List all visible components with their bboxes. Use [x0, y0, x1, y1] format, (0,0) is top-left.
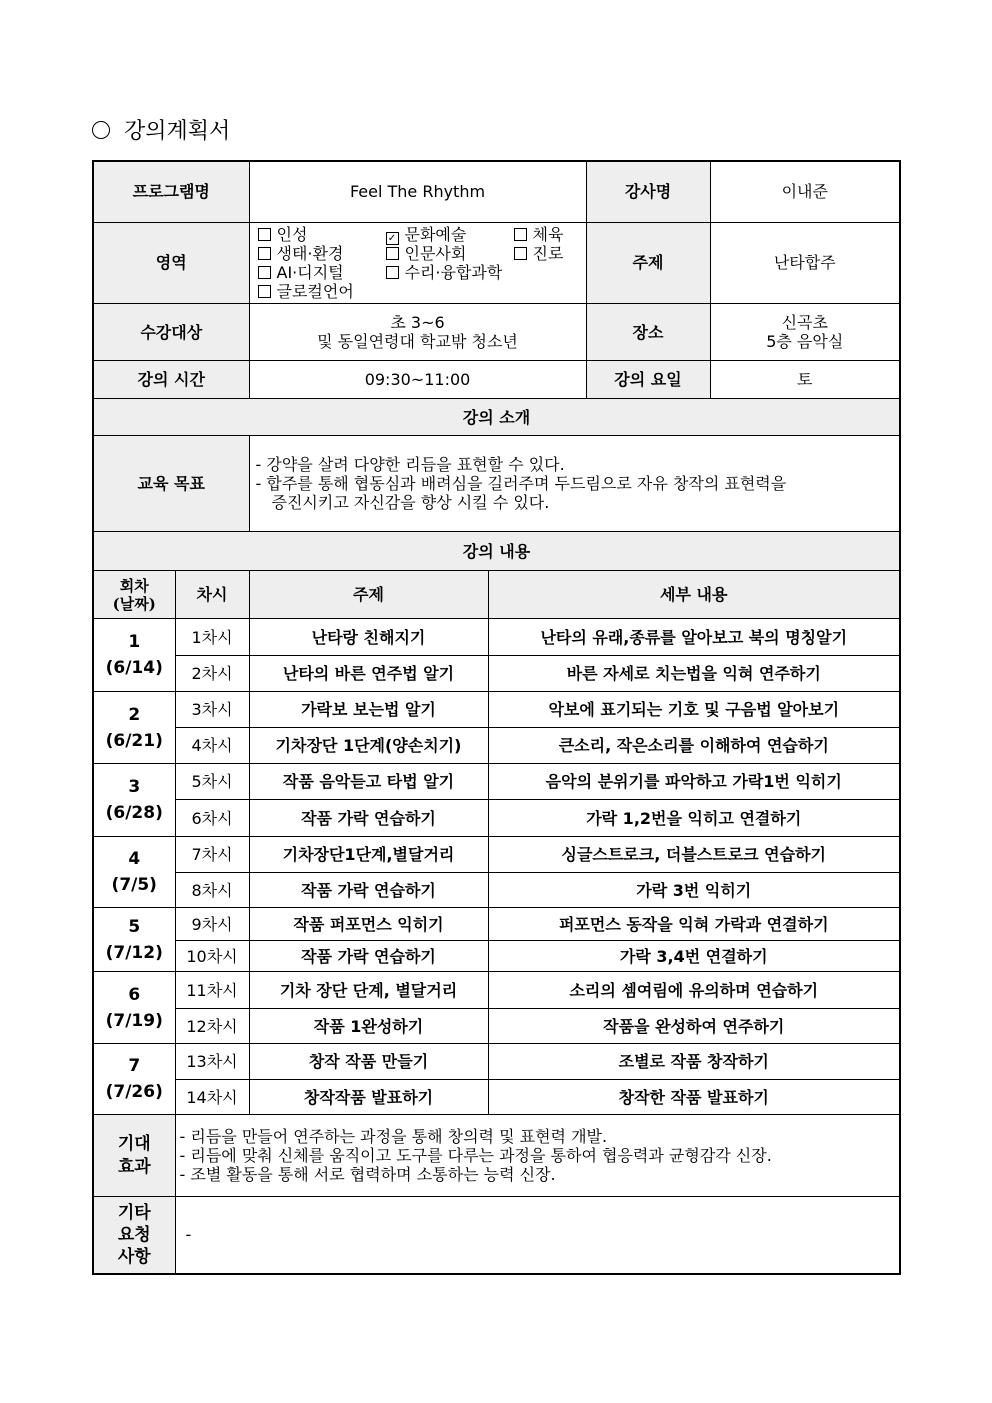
detail-cell: 큰소리, 작은소리를 이해하여 연습하기	[488, 728, 900, 764]
goal-line-1: - 강약을 살려 다양한 리듬을 표현할 수 있다.	[255, 454, 565, 474]
program-value: Feel The Rhythm	[249, 161, 586, 222]
detail-cell: 난타의 유래,종류를 알아보고 북의 명칭알기	[488, 619, 900, 656]
detail-cell: 창작한 작품 발표하기	[488, 1080, 900, 1115]
area-option-1[interactable]: ✓ 문화예술	[386, 225, 514, 244]
goal-line-3: 증진시키고 자신감을 향상 시킬 수 있다.	[271, 493, 550, 513]
detail-cell: 소리의 셈여림에 유의하며 연습하기	[488, 972, 900, 1009]
checkbox-icon	[258, 247, 271, 260]
day-label: 강의 요일	[586, 361, 710, 399]
target-line-2: 및 동일연령대 학교밖 청소년	[317, 332, 518, 352]
area-option-4[interactable]: 인문사회	[386, 244, 514, 263]
area-option-8[interactable]: 글로컬언어	[258, 282, 354, 301]
round-number: 6	[128, 984, 141, 1005]
session-cell: 1차시	[175, 619, 249, 656]
intro-heading-row	[93, 399, 900, 436]
topic-cell: 난타랑 친해지기	[249, 619, 488, 656]
round-date: (7/26)	[105, 1082, 163, 1103]
area-row	[93, 222, 900, 304]
lecture-plan-table	[92, 160, 901, 1275]
round-number: 4	[128, 849, 141, 870]
intro-heading: 강의 소개	[93, 399, 900, 436]
detail-cell: 싱글스트로크, 더블스트로크 연습하기	[488, 837, 900, 873]
goal-line-2: - 합주를 통해 협동심과 배려심을 길러주며 두드림으로 자유 창작의 표현력을	[255, 474, 787, 494]
detail-cell: 작품을 완성하여 연주하기	[488, 1009, 900, 1044]
round-number: 3	[128, 777, 141, 798]
col-detail: 세부 내용	[488, 571, 900, 619]
session-cell: 2차시	[175, 656, 249, 692]
session-cell: 12차시	[175, 1009, 249, 1044]
checkbox-icon	[514, 228, 527, 241]
detail-cell: 가락 3번 익히기	[488, 873, 900, 908]
schedule-row	[93, 619, 900, 656]
area-option-row-2	[258, 244, 578, 263]
round-cell	[93, 764, 175, 837]
topic-cell: 창작작품 발표하기	[249, 1080, 488, 1115]
time-value: 09:30~11:00	[249, 361, 586, 399]
goal-text	[249, 436, 900, 532]
instructor-label: 강사명	[586, 161, 710, 222]
session-cell: 11차시	[175, 972, 249, 1009]
col-session: 차시	[175, 571, 249, 619]
area-option-0[interactable]: 인성	[258, 225, 386, 244]
round-number: 2	[128, 704, 141, 725]
place-line-2: 5층 음악실	[766, 332, 844, 352]
session-cell: 8차시	[175, 873, 249, 908]
detail-cell: 가락 3,4번 연결하기	[488, 941, 900, 972]
round-number: 5	[128, 916, 141, 937]
topic-cell: 가락보 보는법 알기	[249, 692, 488, 728]
other-row	[93, 1197, 900, 1274]
day-value: 토	[710, 361, 900, 399]
other-label: 기타 요청 사항	[93, 1197, 175, 1274]
session-cell: 13차시	[175, 1044, 249, 1080]
detail-cell: 조별로 작품 창작하기	[488, 1044, 900, 1080]
topic-cell: 작품 가락 연습하기	[249, 800, 488, 837]
round-cell	[93, 837, 175, 908]
area-option-7[interactable]: 수리·융합과학	[386, 263, 503, 282]
instructor-value: 이내준	[710, 161, 900, 222]
round-date: (6/28)	[105, 803, 163, 824]
program-label: 프로그램명	[93, 161, 249, 222]
topic-cell: 난타의 바른 연주법 알기	[249, 656, 488, 692]
checkbox-icon	[514, 247, 527, 260]
topic-cell: 기차장단1단계,별달거리	[249, 837, 488, 873]
topic-cell: 작품 1완성하기	[249, 1009, 488, 1044]
place-label: 장소	[586, 304, 710, 361]
target-value	[249, 304, 586, 361]
goal-label: 교육 목표	[93, 436, 249, 532]
round-cell	[93, 972, 175, 1044]
checkbox-icon	[258, 285, 271, 298]
content-heading: 강의 내용	[93, 532, 900, 571]
schedule-row	[93, 972, 900, 1009]
effects-line-1: - 리듬을 만들어 연주하는 과정을 통해 창의력 및 표현력 개발.	[179, 1126, 608, 1146]
program-row	[93, 161, 900, 222]
effects-line-2: - 리듬에 맞춰 신체를 움직이고 도구를 다루는 과정을 통하여 협응력과 균형감각 신장.	[179, 1146, 772, 1166]
document-title	[92, 114, 230, 145]
detail-cell: 가락 1,2번을 익히고 연결하기	[488, 800, 900, 837]
schedule-row	[93, 1009, 900, 1044]
checkbox-icon	[386, 247, 399, 260]
area-option-2[interactable]: 체육	[514, 225, 564, 244]
topic-cell: 작품 가락 연습하기	[249, 873, 488, 908]
schedule-row	[93, 1044, 900, 1080]
content-column-header	[93, 571, 900, 619]
target-row	[93, 304, 900, 361]
subject-label: 주제	[586, 222, 710, 304]
topic-cell: 작품 퍼포먼스 익히기	[249, 908, 488, 941]
round-number: 7	[128, 1056, 141, 1077]
round-date: (7/19)	[105, 1010, 163, 1031]
topic-cell: 작품 가락 연습하기	[249, 941, 488, 972]
place-value	[710, 304, 900, 361]
area-option-3[interactable]: 생태·환경	[258, 244, 386, 263]
checkbox-icon	[258, 228, 271, 241]
topic-cell: 기차장단 1단계(양손치기)	[249, 728, 488, 764]
circle-bullet-icon	[92, 121, 110, 139]
session-cell: 4차시	[175, 728, 249, 764]
schedule-row	[93, 1080, 900, 1115]
session-cell: 7차시	[175, 837, 249, 873]
area-option-row-3	[258, 263, 578, 282]
round-date: (7/12)	[105, 942, 163, 963]
detail-cell: 음악의 분위기를 파악하고 가락1번 익히기	[488, 764, 900, 800]
topic-cell: 작품 음악듣고 타법 알기	[249, 764, 488, 800]
area-option-row-1	[258, 225, 578, 244]
other-value: -	[175, 1197, 900, 1274]
title-text: 강의계획서	[124, 119, 231, 144]
schedule-row	[93, 941, 900, 972]
topic-cell: 기차 장단 단계, 별달거리	[249, 972, 488, 1009]
round-date: (6/14)	[105, 658, 163, 679]
target-line-1: 초 3~6	[390, 313, 445, 333]
session-cell: 9차시	[175, 908, 249, 941]
round-cell	[93, 1044, 175, 1115]
session-cell: 14차시	[175, 1080, 249, 1115]
session-cell: 6차시	[175, 800, 249, 837]
round-cell	[93, 908, 175, 972]
detail-cell: 악보에 표기되는 기호 및 구음법 알아보기	[488, 692, 900, 728]
area-option-5[interactable]: 진로	[514, 244, 564, 263]
detail-cell: 퍼포먼스 동작을 익혀 가락과 연결하기	[488, 908, 900, 941]
schedule-row	[93, 837, 900, 873]
schedule-row	[93, 728, 900, 764]
col-topic: 주제	[249, 571, 488, 619]
round-cell	[93, 692, 175, 764]
schedule-row	[93, 800, 900, 837]
schedule-row	[93, 908, 900, 941]
place-line-1: 신곡초	[781, 313, 828, 333]
checkbox-icon: ✓	[386, 232, 399, 245]
effects-label: 기대 효과	[93, 1115, 175, 1197]
round-date: (7/5)	[111, 875, 157, 896]
area-option-6[interactable]: AI·디지털	[258, 263, 386, 282]
checkbox-icon	[258, 266, 271, 279]
target-label: 수강대상	[93, 304, 249, 361]
schedule-row	[93, 692, 900, 728]
round-cell	[93, 619, 175, 692]
effects-line-3: - 조별 활동을 통해 서로 협력하며 소통하는 능력 신장.	[179, 1165, 556, 1185]
time-row	[93, 361, 900, 399]
schedule-row	[93, 873, 900, 908]
round-number: 1	[128, 632, 141, 653]
effects-text	[175, 1115, 900, 1197]
detail-cell: 바른 자세로 치는법을 익혀 연주하기	[488, 656, 900, 692]
area-option-row-4	[258, 282, 578, 301]
col-round: 회차 (날짜)	[93, 571, 175, 619]
schedule-row	[93, 764, 900, 800]
time-label: 강의 시간	[93, 361, 249, 399]
session-cell: 5차시	[175, 764, 249, 800]
topic-cell: 창작 작품 만들기	[249, 1044, 488, 1080]
goal-row	[93, 436, 900, 532]
area-options	[249, 222, 586, 304]
effects-row	[93, 1115, 900, 1197]
session-cell: 3차시	[175, 692, 249, 728]
schedule-row	[93, 656, 900, 692]
session-cell: 10차시	[175, 941, 249, 972]
checkbox-icon	[386, 266, 399, 279]
content-heading-row	[93, 532, 900, 571]
area-label: 영역	[93, 222, 249, 304]
round-date: (6/21)	[105, 730, 163, 751]
subject-value: 난타합주	[710, 222, 900, 304]
